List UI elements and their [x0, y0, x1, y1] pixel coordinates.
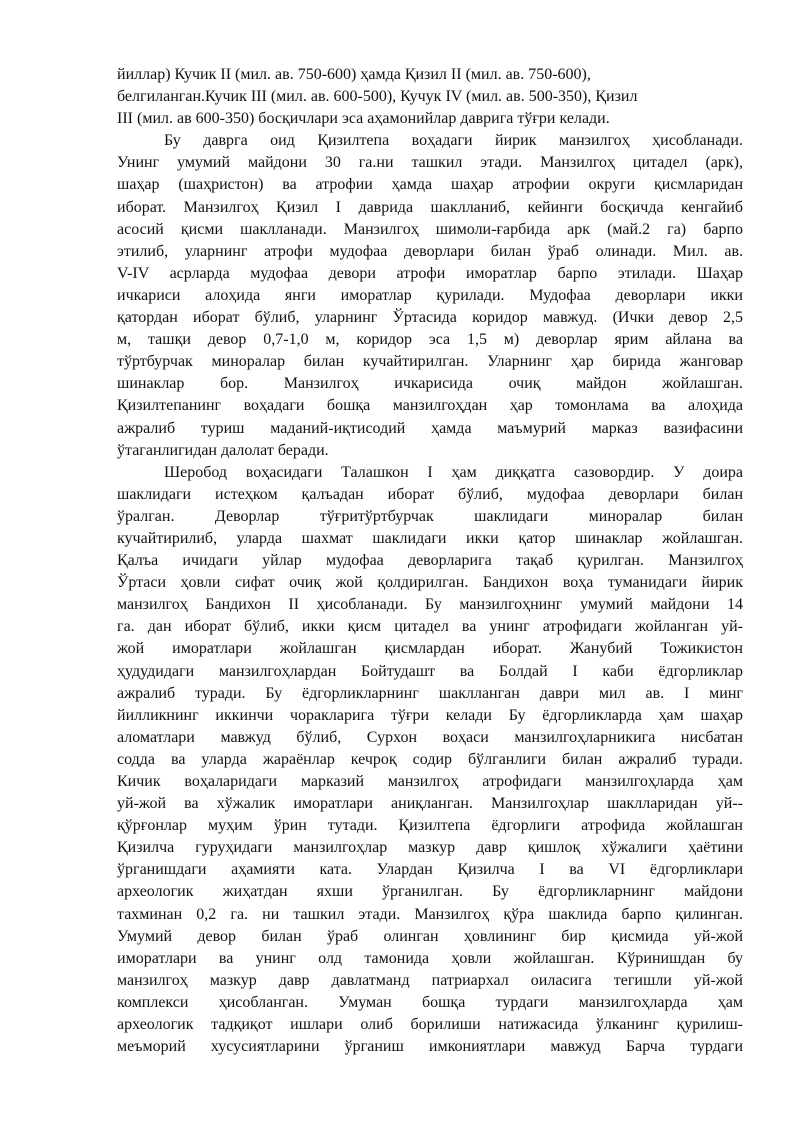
text-line: аломатлари мавжуд бўлиб, Сурхон воҳаси манзилгоҳларникига нисбатан [117, 728, 743, 746]
text-line: қўрғонлар муҳим ўрин тутади. Қизилтепа ёдгорлиги атрофида жойлашган [117, 817, 743, 835]
text-line: шинаклар бор. Манзилгоҳ ичкарисида очиқ майдон жойлашган. [117, 375, 743, 393]
text-line: ичкариси алоҳида янги иморатлар қурилади. Мудофаа деворлари икки [117, 286, 743, 304]
text-line: Унинг умумий майдони 30 га.ни ташкил этади. Манзилгоҳ цитадел (арк), [117, 154, 743, 172]
text-line: Кичик воҳаларидаги марказий манзилгоҳ атрофидаги манзилгоҳларда ҳам [117, 773, 743, 790]
paragraph [117, 64, 743, 130]
text-line: манзилгоҳ мазкур давр давлатманд патриархал оиласига тегишли уй-жой [117, 971, 743, 989]
text-line: ўтаганлигидан далолат беради. [117, 441, 329, 459]
text-line: ҳудудидаги манзилгоҳлардан Бойтудашт ва Болдай I каби ёдгорликлар [117, 662, 743, 680]
text-line: белгиланган.Кучик III (мил. ав. 600-500), Кучук IV (мил. ав. 500-350), Қизил [117, 88, 638, 106]
text-line: этилиб, уларнинг атрофи мудофаа деворлари билан ўраб олинади. Мил. ав. [117, 242, 743, 260]
text-line: Умумий девор билан ўраб олинган ҳовлининг бир қисмида уй-жой [117, 927, 743, 945]
text-line: Бу даврга оид Қизилтепа воҳадаги йирик манзилгоҳ ҳисобланади. [164, 132, 743, 150]
text-line: III (мил. ав 600-350) босқичлари эса аҳамонийлар даврига тўғри келади. [117, 110, 610, 128]
text-line: шаклидаги истеҳком қалъадан иборат бўлиб, мудофаа деворлари билан [117, 485, 743, 503]
text-line: иборат. Манзилгоҳ Қизил I даврида шаклланиб, кейинги босқичда кенгайиб [117, 198, 743, 216]
text-line: ўрганишдаги аҳамияти ката. Улардан Қизилча I ва VI ёдгорликлари [117, 861, 743, 879]
text-line: археологик тадқиқот ишлари олиб борилиши натижасида ўлканинг қурилиш- [117, 1016, 743, 1034]
text-line: кучайтирилиб, уларда шахмат шаклидаги икки қатор шинаклар жойлашган. [117, 529, 743, 547]
text-line: Ўртаси ҳовли сифат очиқ жой қолдирилган. Бандихон воҳа туманидаги йирик [117, 574, 743, 592]
text-line: комплекси ҳисобланган. Умуман бошқа турдаги манзилгоҳларда ҳам [117, 993, 743, 1011]
text-line: ажралиб туради. Бу ёдгорликларнинг шаклланган даври мил ав. I минг [117, 684, 743, 702]
text-line: археологик жиҳатдан яхши ўрганилган. Бу ёдгорликларнинг майдони [117, 883, 743, 901]
text-line: йиллар) Кучик II (мил. ав. 750-600) ҳамда Қизил II (мил. ав. 750-600), [117, 66, 591, 83]
text-line: V-IV асрларда мудофаа девори атрофи иморатлар барпо этилади. Шаҳар [117, 264, 743, 282]
text-line: Қалъа ичидаги уйлар мудофаа деворларига тақаб қурилган. Манзилгоҳ [117, 552, 743, 570]
text-line: шаҳар (шаҳристон) ва атрофии ҳамда шаҳар атрофии округи қисмларидан [117, 176, 743, 194]
text-line: ўралган. Деворлар тўғритўртбурчак шаклидаги миноралар билан [117, 507, 743, 525]
text-line: йилликнинг иккинчи чоракларига тўғри келади Бу ёдгорликларда ҳам шаҳар [117, 706, 743, 724]
text-line: га. дан иборат бўлиб, икки қисм цитадел ва унинг атрофидаги жойланган уй- [117, 618, 743, 636]
text-line: тўртбурчак миноралар билан кучайтирилган. Уларнинг ҳар бирида жанговар [117, 353, 743, 371]
text-line: асосий қисми шаклланади. Манзилгоҳ шимоли-ғарбида арк (май.2 га) барпо [117, 220, 743, 238]
text-line: Шеробод воҳасидаги Талашкон I ҳам диққатга сазовордир. У доира [164, 463, 743, 481]
text-line: Қизилча гуруҳидаги манзилгоҳлар мазкур давр қишлоқ хўжалиги ҳаётини [117, 839, 743, 857]
text-line: ажралиб туриш маданий-иқтисодий ҳамда маъмурий марказ вазифасини [117, 419, 743, 437]
paragraph [117, 462, 743, 1059]
text-line: м, ташқи девор 0,7-1,0 м, коридор эса 1,5 м) деворлар ярим айлана ва [117, 331, 743, 349]
text-line: содда ва уларда жараёнлар кечроқ содир бўлганлиги билан ажралиб туради. [117, 750, 743, 768]
text-line: меъморий хусусиятларини ўрганиш имкониятлари мавжуд Барча турдаги [117, 1038, 743, 1056]
paragraph [117, 130, 743, 461]
body-text [117, 64, 743, 1058]
text-line: манзилгоҳ Бандихон II ҳисобланади. Бу манзилгоҳнинг умумий майдони 14 [117, 596, 743, 614]
text-line: жой иморатлари жойлашган қисмлардан иборат. Жанубий Тожикистон [117, 640, 743, 658]
text-line: уй-жой ва хўжалик иморатлари аниқланган. Манзилгоҳлар шаклларидан уй-- [117, 795, 743, 813]
text-line: иморатлари ва унинг олд тамонида ҳовли жойлашган. Кўринишдан бу [117, 949, 743, 967]
text-line: Қизилтепанинг воҳадаги бошқа манзилгоҳдан ҳар томонлама ва алоҳида [117, 397, 743, 415]
text-line: қатордан иборат бўлиб, уларнинг Ўртасида коридор мавжуд. (Ички девор 2,5 [117, 309, 743, 327]
text-line: тахминан 0,2 га. ни ташкил этади. Манзилгоҳ қўра шаклида барпо қилинган. [117, 905, 743, 923]
